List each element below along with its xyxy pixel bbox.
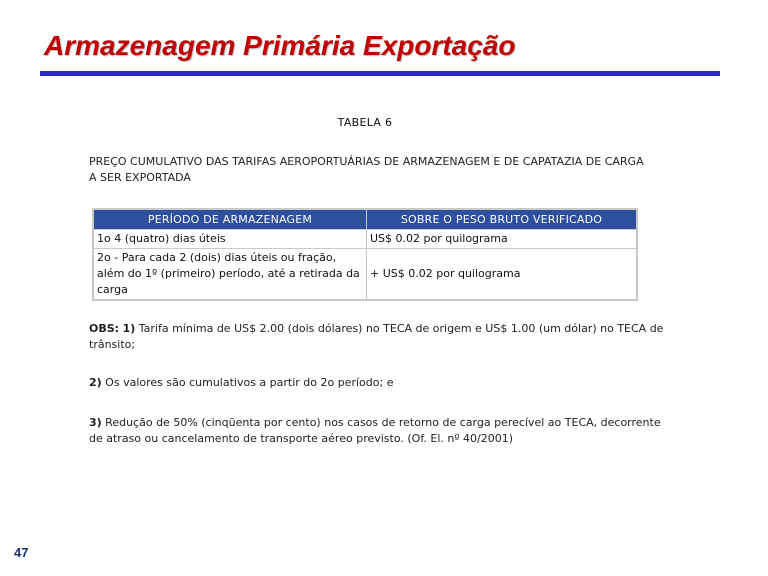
table-title: TABELA 6 xyxy=(337,116,393,129)
note-3 xyxy=(89,415,669,447)
table-row xyxy=(93,230,637,249)
document-heading: PREÇO CUMULATIVO DAS TARIFAS AEROPORTUÁRIAS DE ARMAZENAGEM E DE CAPATAZIA DE CARGA A SER EXPORTADA xyxy=(89,155,644,184)
note-prefix: OBS: xyxy=(89,322,120,335)
table-cell-price: US$ 0.02 por quilograma xyxy=(367,230,638,249)
note-text: Tarifa mínima de US$ 2.00 (dois dólares) no TECA de origem e US$ 1.00 (um dólar) no TECA de trânsito; xyxy=(89,322,664,351)
slide-title: Armazenagem Primária Exportação xyxy=(44,30,516,61)
note-1 xyxy=(89,321,669,353)
title-underline xyxy=(40,71,720,76)
note-text: Os valores são cumulativos a partir do 2o período; e xyxy=(101,376,394,389)
page-number: 47 xyxy=(14,545,29,560)
column-header-period: PERÍODO DE ARMAZENAGEM xyxy=(93,209,367,230)
note-number: 3) xyxy=(89,416,102,429)
note-number: 2) xyxy=(89,376,102,389)
table-cell-period: 1o 4 (quatro) dias úteis xyxy=(93,230,367,249)
tariff-table xyxy=(92,208,638,301)
column-header-weight: SOBRE O PESO BRUTO VERIFICADO xyxy=(367,209,638,230)
table-header-row xyxy=(93,209,637,230)
note-2 xyxy=(89,375,669,391)
table-cell-period: 2o - Para cada 2 (dois) dias úteis ou fração, além do 1º (primeiro) período, até a retirada da carga xyxy=(93,249,367,301)
note-number: 1) xyxy=(122,322,136,335)
table-cell-price: + US$ 0.02 por quilograma xyxy=(367,249,638,301)
table-row xyxy=(93,249,637,301)
note-text: Redução de 50% (cinqüenta por cento) nos casos de retorno de carga perecível ao TECA, decorrente de atraso ou cancelamento de transporte aéreo previsto. (Of. El. nº 40/2001) xyxy=(89,416,661,445)
